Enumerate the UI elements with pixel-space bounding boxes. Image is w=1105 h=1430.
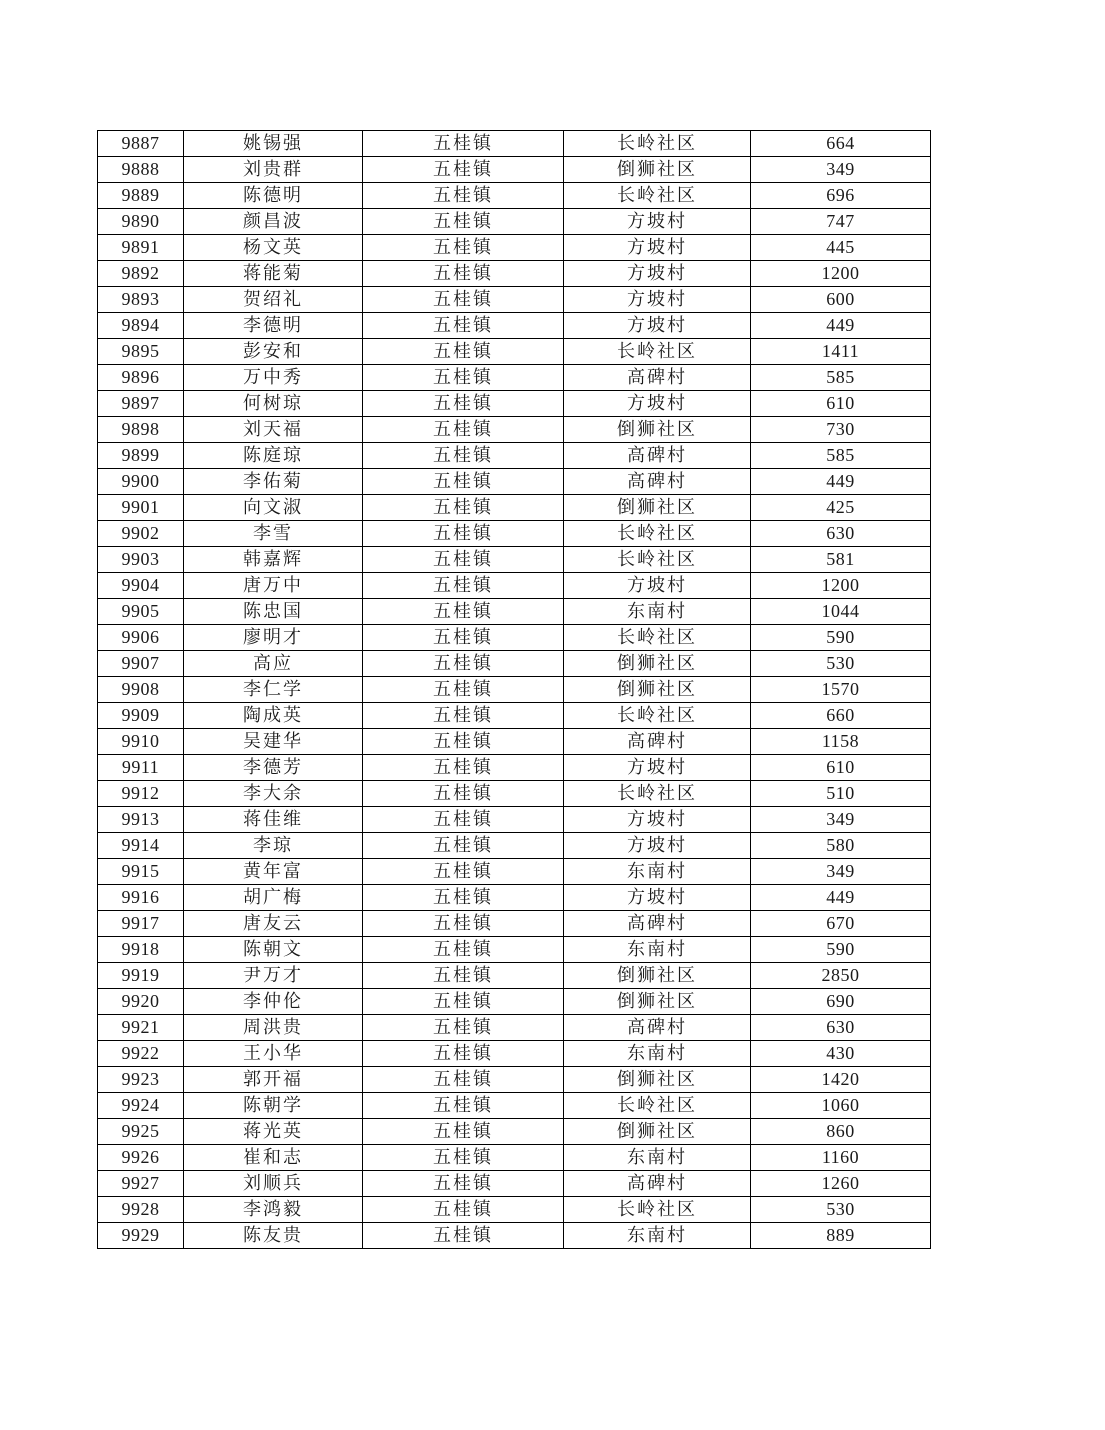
town-cell: 五桂镇 <box>363 573 564 599</box>
table-row <box>98 1015 931 1041</box>
village-cell: 长岭社区 <box>564 131 751 157</box>
roster-table <box>97 130 931 1249</box>
town-cell: 五桂镇 <box>363 1171 564 1197</box>
name-cell: 陈德明 <box>184 183 363 209</box>
name-cell: 万中秀 <box>184 365 363 391</box>
town-cell: 五桂镇 <box>363 625 564 651</box>
name-cell: 贺绍礼 <box>184 287 363 313</box>
village-cell: 东南村 <box>564 937 751 963</box>
town-cell: 五桂镇 <box>363 729 564 755</box>
town-cell: 五桂镇 <box>363 1223 564 1249</box>
village-cell: 高碑村 <box>564 911 751 937</box>
village-cell: 倒狮社区 <box>564 495 751 521</box>
id-cell: 9918 <box>98 937 184 963</box>
id-cell: 9895 <box>98 339 184 365</box>
name-cell: 陈朝学 <box>184 1093 363 1119</box>
amount-cell: 630 <box>751 521 931 547</box>
town-cell: 五桂镇 <box>363 443 564 469</box>
town-cell: 五桂镇 <box>363 703 564 729</box>
village-cell: 长岭社区 <box>564 781 751 807</box>
town-cell: 五桂镇 <box>363 131 564 157</box>
town-cell: 五桂镇 <box>363 183 564 209</box>
town-cell: 五桂镇 <box>363 651 564 677</box>
table-row <box>98 937 931 963</box>
id-cell: 9923 <box>98 1067 184 1093</box>
village-cell: 高碑村 <box>564 365 751 391</box>
amount-cell: 1260 <box>751 1171 931 1197</box>
village-cell: 高碑村 <box>564 1015 751 1041</box>
amount-cell: 1158 <box>751 729 931 755</box>
table-row <box>98 339 931 365</box>
town-cell: 五桂镇 <box>363 1119 564 1145</box>
table-row <box>98 1067 931 1093</box>
table-row <box>98 833 931 859</box>
id-cell: 9909 <box>98 703 184 729</box>
name-cell: 陈友贵 <box>184 1223 363 1249</box>
village-cell: 倒狮社区 <box>564 651 751 677</box>
village-cell: 倒狮社区 <box>564 417 751 443</box>
amount-cell: 585 <box>751 365 931 391</box>
town-cell: 五桂镇 <box>363 677 564 703</box>
id-cell: 9926 <box>98 1145 184 1171</box>
amount-cell: 747 <box>751 209 931 235</box>
name-cell: 李德芳 <box>184 755 363 781</box>
table-row <box>98 391 931 417</box>
table-row <box>98 469 931 495</box>
id-cell: 9924 <box>98 1093 184 1119</box>
amount-cell: 1200 <box>751 261 931 287</box>
town-cell: 五桂镇 <box>363 1067 564 1093</box>
id-cell: 9910 <box>98 729 184 755</box>
village-cell: 长岭社区 <box>564 339 751 365</box>
village-cell: 方坡村 <box>564 235 751 261</box>
amount-cell: 449 <box>751 885 931 911</box>
village-cell: 倒狮社区 <box>564 677 751 703</box>
town-cell: 五桂镇 <box>363 313 564 339</box>
name-cell: 陈庭琼 <box>184 443 363 469</box>
village-cell: 方坡村 <box>564 313 751 339</box>
town-cell: 五桂镇 <box>363 807 564 833</box>
amount-cell: 1044 <box>751 599 931 625</box>
name-cell: 蒋能菊 <box>184 261 363 287</box>
name-cell: 李仲伦 <box>184 989 363 1015</box>
id-cell: 9917 <box>98 911 184 937</box>
name-cell: 蒋光英 <box>184 1119 363 1145</box>
id-cell: 9906 <box>98 625 184 651</box>
town-cell: 五桂镇 <box>363 963 564 989</box>
name-cell: 颜昌波 <box>184 209 363 235</box>
amount-cell: 590 <box>751 625 931 651</box>
amount-cell: 889 <box>751 1223 931 1249</box>
amount-cell: 1411 <box>751 339 931 365</box>
table-row <box>98 157 931 183</box>
amount-cell: 696 <box>751 183 931 209</box>
amount-cell: 610 <box>751 391 931 417</box>
village-cell: 长岭社区 <box>564 1197 751 1223</box>
id-cell: 9896 <box>98 365 184 391</box>
amount-cell: 430 <box>751 1041 931 1067</box>
id-cell: 9892 <box>98 261 184 287</box>
town-cell: 五桂镇 <box>363 989 564 1015</box>
town-cell: 五桂镇 <box>363 157 564 183</box>
table-row <box>98 313 931 339</box>
village-cell: 长岭社区 <box>564 625 751 651</box>
id-cell: 9922 <box>98 1041 184 1067</box>
amount-cell: 530 <box>751 651 931 677</box>
name-cell: 陈朝文 <box>184 937 363 963</box>
name-cell: 李佑菊 <box>184 469 363 495</box>
town-cell: 五桂镇 <box>363 417 564 443</box>
id-cell: 9898 <box>98 417 184 443</box>
village-cell: 方坡村 <box>564 833 751 859</box>
table-row <box>98 209 931 235</box>
town-cell: 五桂镇 <box>363 521 564 547</box>
id-cell: 9903 <box>98 547 184 573</box>
id-cell: 9907 <box>98 651 184 677</box>
name-cell: 李鸿毅 <box>184 1197 363 1223</box>
id-cell: 9916 <box>98 885 184 911</box>
amount-cell: 581 <box>751 547 931 573</box>
id-cell: 9919 <box>98 963 184 989</box>
name-cell: 姚锡强 <box>184 131 363 157</box>
village-cell: 倒狮社区 <box>564 989 751 1015</box>
amount-cell: 1420 <box>751 1067 931 1093</box>
amount-cell: 449 <box>751 313 931 339</box>
name-cell: 李琼 <box>184 833 363 859</box>
id-cell: 9915 <box>98 859 184 885</box>
table-row <box>98 1145 931 1171</box>
amount-cell: 2850 <box>751 963 931 989</box>
amount-cell: 630 <box>751 1015 931 1041</box>
id-cell: 9913 <box>98 807 184 833</box>
town-cell: 五桂镇 <box>363 911 564 937</box>
village-cell: 长岭社区 <box>564 521 751 547</box>
name-cell: 胡广梅 <box>184 885 363 911</box>
village-cell: 长岭社区 <box>564 547 751 573</box>
village-cell: 高碑村 <box>564 1171 751 1197</box>
village-cell: 倒狮社区 <box>564 1067 751 1093</box>
id-cell: 9928 <box>98 1197 184 1223</box>
village-cell: 方坡村 <box>564 807 751 833</box>
town-cell: 五桂镇 <box>363 391 564 417</box>
name-cell: 周洪贵 <box>184 1015 363 1041</box>
table-row <box>98 1119 931 1145</box>
village-cell: 高碑村 <box>564 443 751 469</box>
amount-cell: 349 <box>751 157 931 183</box>
roster-table-body <box>98 131 931 1249</box>
name-cell: 唐万中 <box>184 573 363 599</box>
amount-cell: 664 <box>751 131 931 157</box>
town-cell: 五桂镇 <box>363 339 564 365</box>
table-row <box>98 261 931 287</box>
id-cell: 9899 <box>98 443 184 469</box>
amount-cell: 670 <box>751 911 931 937</box>
name-cell: 陈忠国 <box>184 599 363 625</box>
town-cell: 五桂镇 <box>363 495 564 521</box>
town-cell: 五桂镇 <box>363 833 564 859</box>
amount-cell: 600 <box>751 287 931 313</box>
table-row <box>98 183 931 209</box>
name-cell: 杨文英 <box>184 235 363 261</box>
table-row <box>98 573 931 599</box>
table-row <box>98 885 931 911</box>
name-cell: 彭安和 <box>184 339 363 365</box>
town-cell: 五桂镇 <box>363 547 564 573</box>
village-cell: 东南村 <box>564 1041 751 1067</box>
amount-cell: 349 <box>751 859 931 885</box>
id-cell: 9912 <box>98 781 184 807</box>
id-cell: 9891 <box>98 235 184 261</box>
id-cell: 9929 <box>98 1223 184 1249</box>
name-cell: 李大余 <box>184 781 363 807</box>
id-cell: 9897 <box>98 391 184 417</box>
village-cell: 高碑村 <box>564 469 751 495</box>
table-row <box>98 235 931 261</box>
village-cell: 高碑村 <box>564 729 751 755</box>
name-cell: 唐友云 <box>184 911 363 937</box>
id-cell: 9927 <box>98 1171 184 1197</box>
id-cell: 9887 <box>98 131 184 157</box>
table-row <box>98 443 931 469</box>
amount-cell: 510 <box>751 781 931 807</box>
table-row <box>98 989 931 1015</box>
amount-cell: 590 <box>751 937 931 963</box>
amount-cell: 1200 <box>751 573 931 599</box>
amount-cell: 1570 <box>751 677 931 703</box>
table-row <box>98 287 931 313</box>
id-cell: 9902 <box>98 521 184 547</box>
village-cell: 方坡村 <box>564 573 751 599</box>
id-cell: 9908 <box>98 677 184 703</box>
amount-cell: 1160 <box>751 1145 931 1171</box>
table-row <box>98 599 931 625</box>
town-cell: 五桂镇 <box>363 755 564 781</box>
table-row <box>98 625 931 651</box>
table-row <box>98 755 931 781</box>
name-cell: 李仁学 <box>184 677 363 703</box>
amount-cell: 530 <box>751 1197 931 1223</box>
amount-cell: 610 <box>751 755 931 781</box>
table-row <box>98 1223 931 1249</box>
village-cell: 东南村 <box>564 859 751 885</box>
table-row <box>98 677 931 703</box>
name-cell: 吴建华 <box>184 729 363 755</box>
name-cell: 李德明 <box>184 313 363 339</box>
table-row <box>98 1041 931 1067</box>
id-cell: 9894 <box>98 313 184 339</box>
village-cell: 长岭社区 <box>564 703 751 729</box>
village-cell: 倒狮社区 <box>564 963 751 989</box>
village-cell: 东南村 <box>564 1145 751 1171</box>
table-row <box>98 807 931 833</box>
town-cell: 五桂镇 <box>363 209 564 235</box>
table-row <box>98 1093 931 1119</box>
id-cell: 9911 <box>98 755 184 781</box>
town-cell: 五桂镇 <box>363 781 564 807</box>
name-cell: 刘顺兵 <box>184 1171 363 1197</box>
amount-cell: 585 <box>751 443 931 469</box>
id-cell: 9920 <box>98 989 184 1015</box>
table-row <box>98 963 931 989</box>
town-cell: 五桂镇 <box>363 365 564 391</box>
table-row <box>98 521 931 547</box>
village-cell: 方坡村 <box>564 287 751 313</box>
town-cell: 五桂镇 <box>363 937 564 963</box>
town-cell: 五桂镇 <box>363 1145 564 1171</box>
name-cell: 陶成英 <box>184 703 363 729</box>
name-cell: 何树琼 <box>184 391 363 417</box>
table-row <box>98 547 931 573</box>
id-cell: 9925 <box>98 1119 184 1145</box>
name-cell: 尹万才 <box>184 963 363 989</box>
table-row <box>98 495 931 521</box>
id-cell: 9905 <box>98 599 184 625</box>
id-cell: 9900 <box>98 469 184 495</box>
amount-cell: 445 <box>751 235 931 261</box>
id-cell: 9893 <box>98 287 184 313</box>
town-cell: 五桂镇 <box>363 1197 564 1223</box>
village-cell: 方坡村 <box>564 391 751 417</box>
table-row <box>98 365 931 391</box>
village-cell: 方坡村 <box>564 755 751 781</box>
table-row <box>98 703 931 729</box>
amount-cell: 730 <box>751 417 931 443</box>
table-row <box>98 911 931 937</box>
village-cell: 东南村 <box>564 1223 751 1249</box>
table-row <box>98 729 931 755</box>
town-cell: 五桂镇 <box>363 1015 564 1041</box>
table-row <box>98 1171 931 1197</box>
name-cell: 蒋佳维 <box>184 807 363 833</box>
town-cell: 五桂镇 <box>363 599 564 625</box>
id-cell: 9890 <box>98 209 184 235</box>
name-cell: 李雪 <box>184 521 363 547</box>
amount-cell: 690 <box>751 989 931 1015</box>
amount-cell: 449 <box>751 469 931 495</box>
amount-cell: 580 <box>751 833 931 859</box>
name-cell: 高应 <box>184 651 363 677</box>
name-cell: 黄年富 <box>184 859 363 885</box>
town-cell: 五桂镇 <box>363 235 564 261</box>
name-cell: 崔和志 <box>184 1145 363 1171</box>
amount-cell: 1060 <box>751 1093 931 1119</box>
table-row <box>98 1197 931 1223</box>
village-cell: 方坡村 <box>564 261 751 287</box>
table-row <box>98 651 931 677</box>
town-cell: 五桂镇 <box>363 859 564 885</box>
village-cell: 倒狮社区 <box>564 1119 751 1145</box>
village-cell: 东南村 <box>564 599 751 625</box>
name-cell: 王小华 <box>184 1041 363 1067</box>
table-row <box>98 417 931 443</box>
amount-cell: 860 <box>751 1119 931 1145</box>
name-cell: 向文淑 <box>184 495 363 521</box>
amount-cell: 349 <box>751 807 931 833</box>
name-cell: 刘天福 <box>184 417 363 443</box>
id-cell: 9901 <box>98 495 184 521</box>
id-cell: 9904 <box>98 573 184 599</box>
id-cell: 9888 <box>98 157 184 183</box>
village-cell: 倒狮社区 <box>564 157 751 183</box>
village-cell: 方坡村 <box>564 209 751 235</box>
town-cell: 五桂镇 <box>363 885 564 911</box>
village-cell: 长岭社区 <box>564 183 751 209</box>
id-cell: 9914 <box>98 833 184 859</box>
name-cell: 刘贵群 <box>184 157 363 183</box>
village-cell: 方坡村 <box>564 885 751 911</box>
amount-cell: 425 <box>751 495 931 521</box>
id-cell: 9921 <box>98 1015 184 1041</box>
town-cell: 五桂镇 <box>363 261 564 287</box>
amount-cell: 660 <box>751 703 931 729</box>
town-cell: 五桂镇 <box>363 1093 564 1119</box>
name-cell: 韩嘉辉 <box>184 547 363 573</box>
table-row <box>98 859 931 885</box>
name-cell: 郭开福 <box>184 1067 363 1093</box>
table-row <box>98 781 931 807</box>
village-cell: 长岭社区 <box>564 1093 751 1119</box>
town-cell: 五桂镇 <box>363 287 564 313</box>
name-cell: 廖明才 <box>184 625 363 651</box>
town-cell: 五桂镇 <box>363 1041 564 1067</box>
town-cell: 五桂镇 <box>363 469 564 495</box>
table-row <box>98 131 931 157</box>
id-cell: 9889 <box>98 183 184 209</box>
